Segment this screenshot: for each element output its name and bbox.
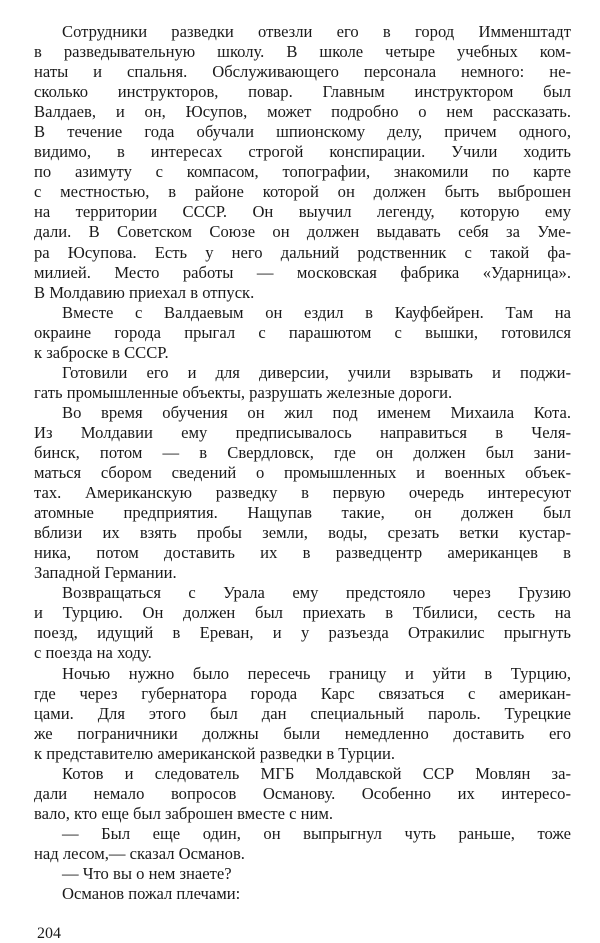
text-line: вало, кто еще был заброшен вместе с ним. <box>34 803 334 823</box>
text-line: Из Молдавии ему предписывалось направиться в Челя- <box>34 422 571 442</box>
text-line: ника, потом доставить их в разведцентр американцев в <box>34 543 571 563</box>
text-line: вблизи их взять пробы земли, воды, срезать ветки кустар- <box>34 523 571 543</box>
text-line: Возвращаться с Урала ему предстояло через Грузию <box>62 583 571 603</box>
paragraph <box>34 583 571 663</box>
text-line: Ночью нужно было пересечь границу и уйти в Турцию, <box>62 663 571 683</box>
text-line: сколько инструкторов, повар. Главным инструктором был <box>34 82 571 102</box>
text-line: Западной Германии. <box>34 563 177 583</box>
paragraph <box>34 884 571 904</box>
text-line: — Был еще один, он выпрыгнул чуть раньше, тоже <box>62 823 571 843</box>
text-line: и Турцию. Он должен был приехать в Тбилиси, сесть на <box>34 603 571 623</box>
paragraph <box>34 403 571 583</box>
text-line: Во время обучения он жил под именем Михаила Кота. <box>62 402 571 422</box>
text-line: видимо, в интересах строгой конспирации. Учили ходить <box>34 142 571 162</box>
text-line: к заброске в СССР. <box>34 342 169 362</box>
text-line: атомные предприятия. Нащупав такие, он должен был <box>34 503 571 523</box>
text-line: по азимуту с компасом, топографии, знакомили по карте <box>34 162 571 182</box>
text-line: Котов и следователь МГБ Молдавской ССР Мовлян за- <box>62 763 571 783</box>
text-line: с местностью, в районе которой он должен быть выброшен <box>34 182 571 202</box>
page-body-text <box>34 22 571 904</box>
text-line: Вместе с Валдаевым он ездил в Кауфбейрен. Там на <box>62 302 571 322</box>
text-line: маться сбором сведений о промышленных и военных объек- <box>34 463 571 483</box>
text-line: Сотрудники разведки отвезли его в город Имменштадт <box>62 22 571 41</box>
text-line: с поезда на ходу. <box>34 643 152 663</box>
text-line: тах. Американскую разведку в первую очередь интересуют <box>34 483 571 503</box>
text-line: дали. В Советском Союзе он должен выдавать себя за Уме- <box>34 222 571 242</box>
text-line: над лесом,— сказал Османов. <box>34 843 245 863</box>
text-line: наты и спальня. Обслуживающего персонала немного: не- <box>34 62 571 82</box>
page-number: 204 <box>37 925 61 942</box>
text-line: гать промышленные объекты, разрушать железные дороги. <box>34 382 453 402</box>
text-line: где через губернатора города Карс связаться с американ- <box>34 683 571 703</box>
text-line: В течение года обучали шпионскому делу, причем одного, <box>34 122 571 142</box>
paragraph <box>34 764 571 824</box>
text-line: бинск, потом — в Свердловск, где он должен был зани- <box>34 442 571 462</box>
paragraph <box>34 664 571 764</box>
text-line: Готовили его и для диверсии, учили взрывать и поджи- <box>62 362 571 382</box>
text-line: ра Юсупова. Есть у него дальний родственник с такой фа- <box>34 242 571 262</box>
text-line: В Молдавию приехал в отпуск. <box>34 282 255 302</box>
paragraph <box>34 864 571 884</box>
paragraph <box>34 22 571 303</box>
paragraph <box>34 363 571 403</box>
paragraph <box>34 824 571 864</box>
text-line: же пограничники должны были немедленно доставить его <box>34 723 571 743</box>
text-line: в разведывательную школу. В школе четыре учебных ком- <box>34 42 571 62</box>
text-line: поезд, идущий в Ереван, и у разъезда Отракилис прыгнуть <box>34 623 571 643</box>
text-line: Османов пожал плечами: <box>62 884 241 904</box>
text-line: Валдаев, и он, Юсупов, может подробно о нем рассказать. <box>34 102 571 122</box>
paragraph <box>34 303 571 363</box>
text-line: — Что вы о нем знаете? <box>62 863 232 883</box>
text-line: милией. Место работы — московская фабрика «Ударница». <box>34 262 571 282</box>
text-line: к представителю американской разведки в Турции. <box>34 743 396 763</box>
text-line: на территории СССР. Он выучил легенду, которую ему <box>34 202 571 222</box>
text-line: цами. Для этого был дан специальный пароль. Турецкие <box>34 703 571 723</box>
text-line: окраине города прыгал с парашютом с вышки, готовился <box>34 322 571 342</box>
text-line: дали немало вопросов Османову. Особенно их интересо- <box>34 783 571 803</box>
